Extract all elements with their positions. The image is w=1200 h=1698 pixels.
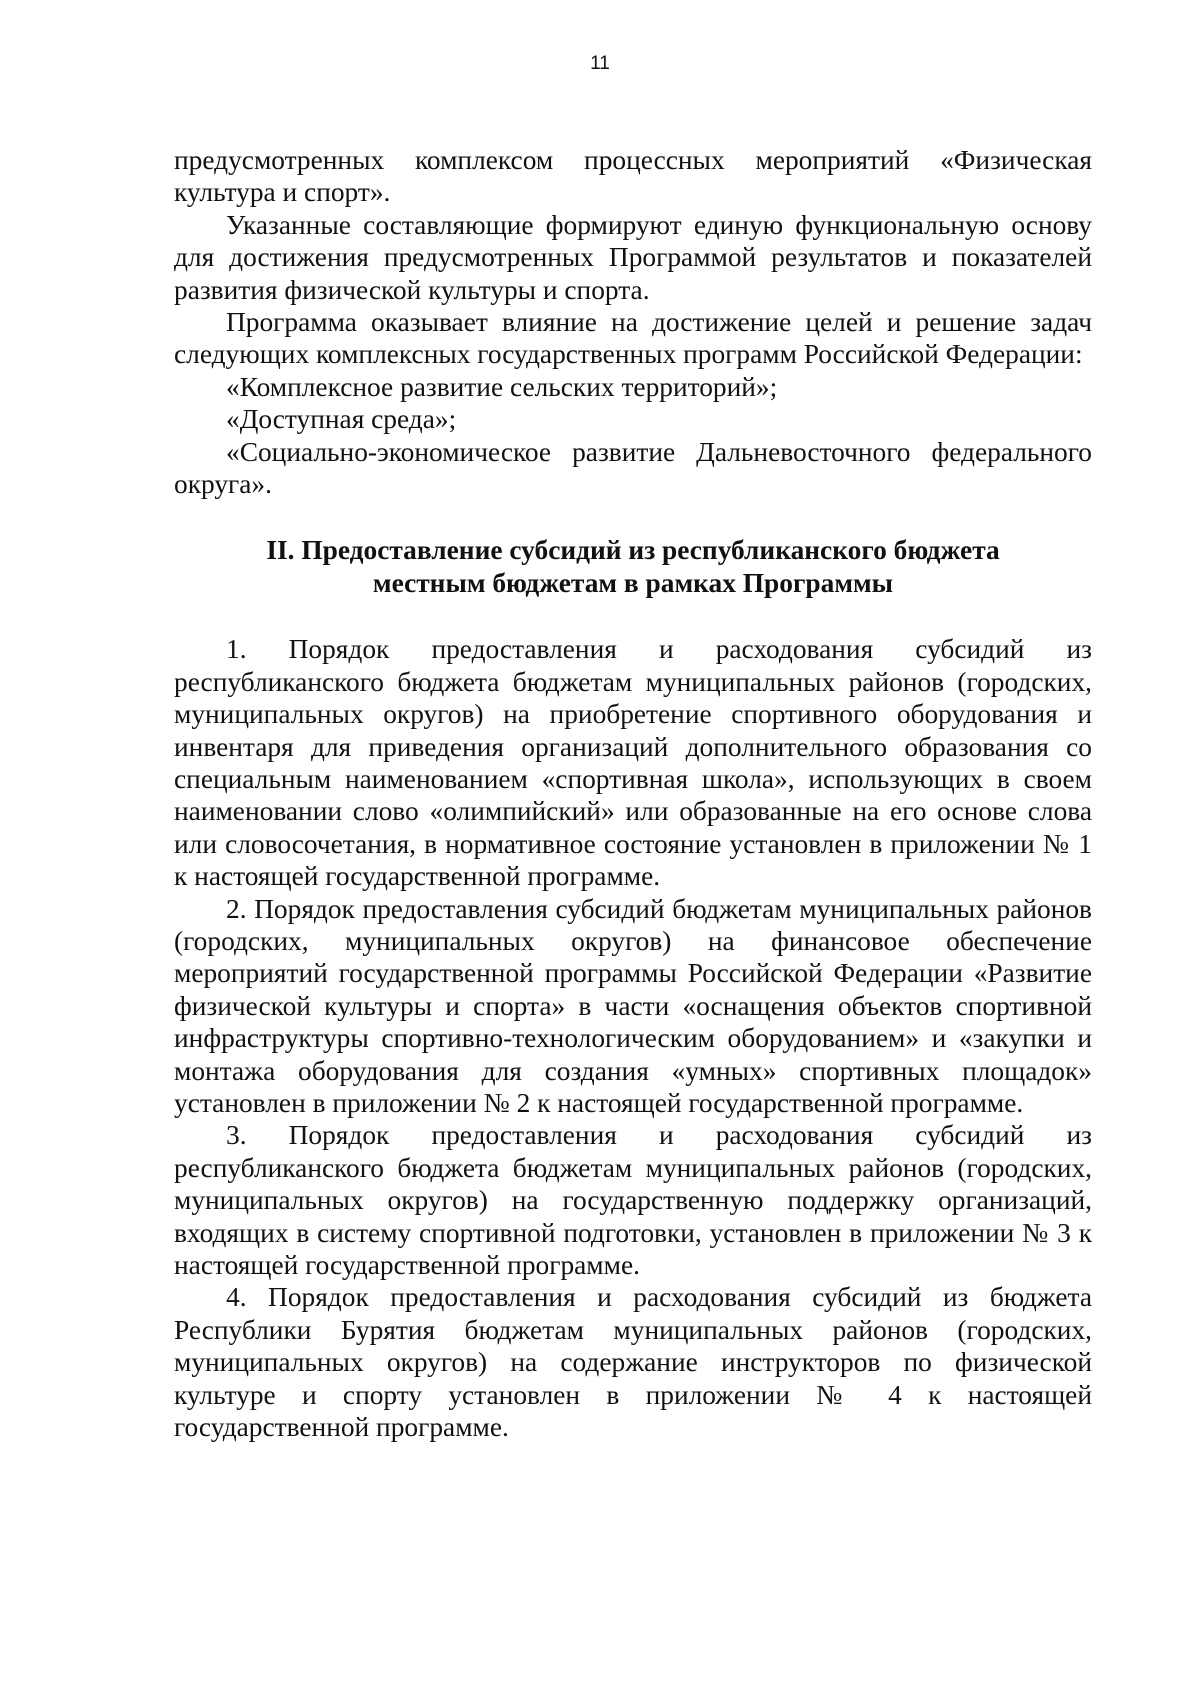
- section-item-2: 2. Порядок предоставления субсидий бюджетам муниципальных районов (городских, муниципальных округов) на финансовое обеспечение мероприятий государственной программы Российской Федерации «Развитие физической культуры и спорта» в части «оснащения объектов спортивной инфраструктуры спортивно-технологическим оборудованием» и «закупки и монтажа оборудования для создания «умных» спортивных площадок» установлен в приложении № 2 к настоящей государственной программе.: [174, 893, 1092, 1118]
- section-heading: [174, 500, 1092, 633]
- document-body: [174, 144, 1092, 1443]
- section-item-3: 3. Порядок предоставления и расходования субсидий из республиканского бюджета бюджетам муниципальных районов (городских, муниципальных округов) на государственную поддержку организаций, входящих в систему спортивной подготовки, установлен в приложении № 3 к настоящей государственной программе.: [174, 1120, 1092, 1280]
- program-item-far-east: «Социально-экономическое развитие Дальневосточного федерального округа».: [174, 436, 1092, 500]
- program-item-rural: «Комплексное развитие сельских территорий»;: [226, 371, 778, 402]
- section-heading-line-1: II. Предоставление субсидий из республиканского бюджета: [266, 535, 1000, 566]
- section-item-1: 1. Порядок предоставления и расходования субсидий из республиканского бюджета бюджетам муниципальных районов (городских, муниципальных округов) на приобретение спортивного оборудования и инвентаря для приведения организаций дополнительного образования со специальным наименованием «спортивная школа», использующих в своем наименовании слово «олимпийский» или образованные на его основе слова или словосочетания, в нормативное состояние установлен в приложении № 1 к настоящей государственной программе.: [174, 634, 1092, 892]
- section-heading-line-2: местным бюджетам в рамках Программы: [372, 567, 894, 598]
- program-item-accessible: «Доступная среда»;: [226, 404, 457, 435]
- page-number: 11: [590, 53, 610, 74]
- components-paragraph: Указанные составляющие формируют единую функциональную основу для достижения предусмотренных Программой результатов и показателей развития физической культуры и спорта.: [174, 209, 1092, 305]
- influence-paragraph: Программа оказывает влияние на достижение целей и решение задач следующих комплексных государственных программ Российской Федерации:: [174, 307, 1092, 370]
- intro-continuation-paragraph: предусмотренных комплексом процессных мероприятий «Физическая культура и спорт».: [174, 145, 1092, 208]
- section-item-4: 4. Порядок предоставления и расходования субсидий из бюджета Республики Бурятия бюджетам муниципальных районов (городских, муниципальных округов) на содержание инструкторов по физической культуре и спорту установлен в приложении № 4 к настоящей государственной программе.: [174, 1282, 1092, 1443]
